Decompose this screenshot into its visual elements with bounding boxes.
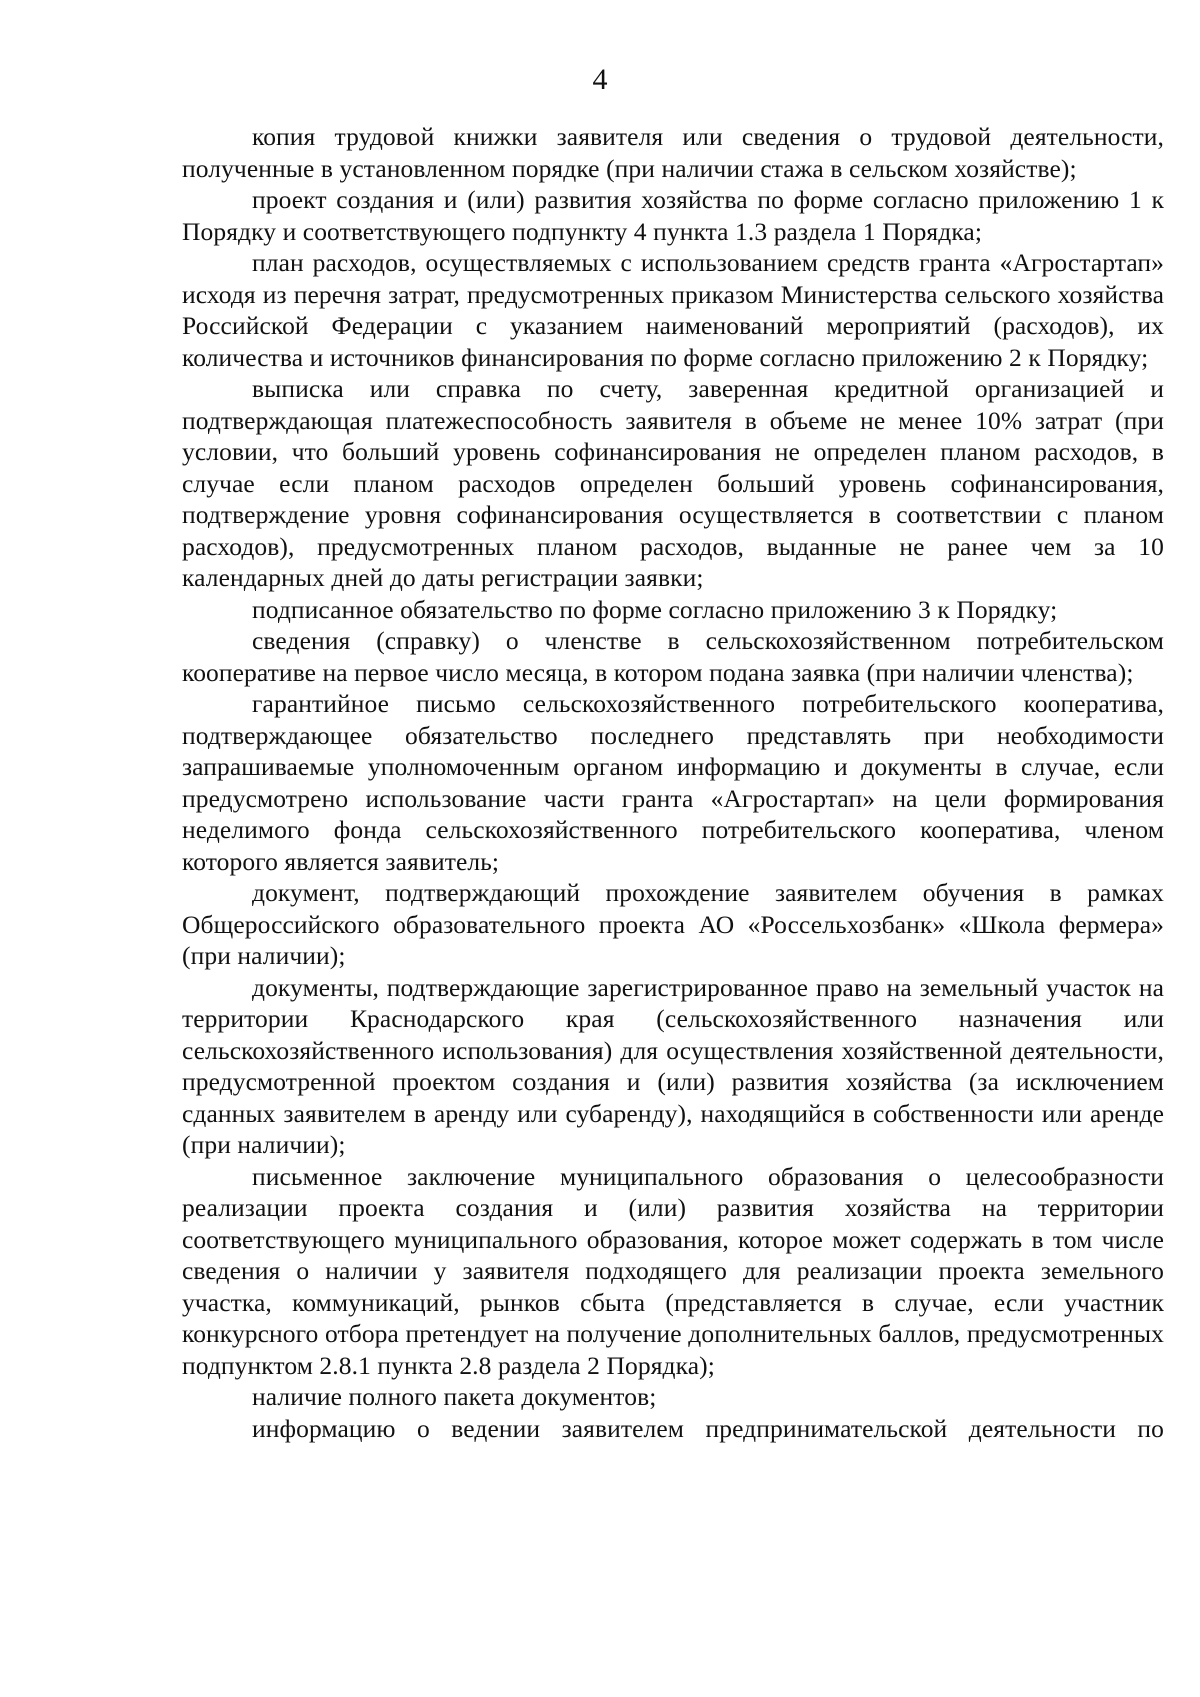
paragraph-business-info: информацию о ведении заявителем предпринимательской деятельности по	[252, 1413, 1164, 1443]
document-body	[182, 121, 1164, 1444]
paragraph-labor-book-copy: копия трудовой книжки заявителя или сведения о трудовой деятельности, полученные в установленном порядке (при наличии стажа в сельском хозяйстве);	[182, 122, 1164, 183]
page-number: 4	[592, 63, 608, 96]
paragraph-expense-plan: план расходов, осуществляемых с использованием средств гранта «Агростартап» исходя из перечня затрат, предусмотренных приказом Министерства сельского хозяйства Российской Федерации с указанием наименований мероприятий (расходов), их количества и источников финансирования по форме согласно приложению 2 к Порядку;	[182, 248, 1164, 372]
paragraph-cooperative-membership: сведения (справку) о членстве в сельскохозяйственном потребительском кооперативе на первое число месяца, в котором подана заявка (при наличии членства);	[182, 626, 1164, 687]
paragraph-guarantee-letter: гарантийное письмо сельскохозяйственного потребительского кооператива, подтверждающее обязательство последнего представлять при необходимости запрашиваемые уполномоченным органом информацию и документы в случае, если предусмотрено использование части гранта «Агростартап» на цели формирования неделимого фонда сельскохозяйственного потребительского кооператива, членом которого является заявитель;	[182, 689, 1164, 876]
paragraph-municipal-conclusion: письменное заключение муниципального образования о целесообразности реализации проекта создания и (или) развития хозяйства на территории соответствующего муниципального образования, которое может содержать в том числе сведения о наличии у заявителя подходящего для реализации проекта земельного участка, коммуникаций, рынков сбыта (представляется в случае, если участник конкурсного отбора претендует на получение дополнительных баллов, предусмотренных подпунктом 2.8.1 пункта 2.8 раздела 2 Порядка);	[182, 1161, 1164, 1380]
paragraph-training-document: документ, подтверждающий прохождение заявителем обучения в рамках Общероссийского образовательного проекта АО «Россельхозбанк» «Школа фермера» (при наличии);	[182, 878, 1164, 970]
paragraph-full-package: наличие полного пакета документов;	[252, 1382, 657, 1411]
paragraph-signed-obligation: подписанное обязательство по форме согласно приложению 3 к Порядку;	[252, 594, 1058, 624]
paragraph-farm-project: проект создания и (или) развития хозяйства по форме согласно приложению 1 к Порядку и соответствующего подпункту 4 пункта 1.3 раздела 1 Порядка;	[182, 185, 1164, 246]
paragraph-bank-statement: выписка или справка по счету, заверенная кредитной организацией и подтверждающая платежеспособность заявителя в объеме не менее 10% затрат (при условии, что больший уровень софинансирования не определен планом расходов, в случае если планом расходов определен больший уровень софинансирования, подтверждение уровня софинансирования осуществляется в соответствии с планом расходов), предусмотренных планом расходов, выданные не ранее чем за 10 календарных дней до даты регистрации заявки;	[182, 374, 1164, 592]
paragraph-land-rights: документы, подтверждающие зарегистрированное право на земельный участок на территории Краснодарского края (сельскохозяйственного назначения или сельскохозяйственного использования) для осуществления хозяйственной деятельности, предусмотренной проектом создания и (или) развития хозяйства (за исключением сданных заявителем в аренду или субаренду), находящийся в собственности или аренде (при наличии);	[182, 972, 1164, 1159]
